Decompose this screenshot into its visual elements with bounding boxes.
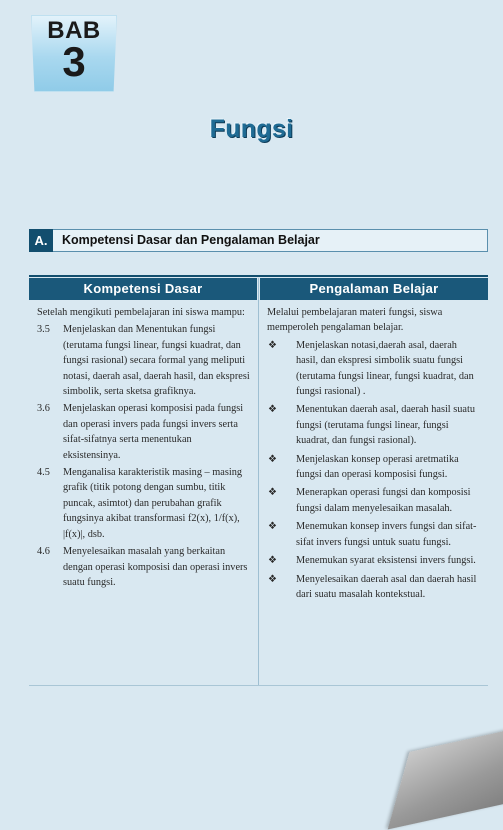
kd-item (37, 544, 251, 590)
column-divider (258, 278, 259, 685)
pb-text: Menjelaskan notasi,daerah asal, daerah hasil, dan ekspresi simbolik suatu fungsi (terutama fungsi linear, fungsi kuadrat, dan fungsi rasional) . (296, 339, 474, 398)
pb-item (267, 553, 481, 568)
page-curl-decoration (388, 720, 503, 829)
pb-intro: Melalui pembelajaran materi fungsi, siswa memperoleh pengalaman belajar. (267, 307, 443, 334)
pb-text: Menerapkan operasi fungsi dan komposisi fungsi dalam menyelesaikan masalah. (296, 487, 471, 514)
section-heading (29, 229, 488, 252)
pb-item (267, 402, 481, 448)
kd-text: Menganalisa karakteristik masing – masing grafik (titik potong dengan sumbu, titik puncak, asimtot) dan perubahan grafik fungsinya akibat transformasi f2(x), 1/f(x), |f(x)|, dsb. (63, 467, 243, 540)
table-bottom-rule (29, 685, 488, 686)
kd-text: Menjelaskan operasi komposisi pada fungsi dan operasi invers pada fungsi invers serta sifat-sifatnya serta menentukan eksistensinya. (63, 403, 244, 461)
kd-text: Menjelaskan dan Menentukan fungsi (terutama fungsi linear, fungsi kuadrat, dan fungsi rasional) secara formal yang meliputi notasi, daerah asal, daerah hasil, dan ekspresi simbolik, serta sketsa grafiknya. (63, 324, 250, 398)
diamond-bullet-icon: ❖ (268, 555, 277, 567)
section-letter: A. (29, 229, 53, 252)
kd-number: 3.5 (37, 324, 50, 336)
pb-text: Menentukan daerah asal, daerah hasil suatu fungsi (terutama fungsi linear, fungsi kuadrat, dan fungsi rasional). (296, 404, 475, 447)
kd-text: Menyelesaikan masalah yang berkaitan dengan operasi komposisi dan operasi invers suatu fungsi. (63, 546, 248, 588)
diamond-bullet-icon: ❖ (268, 487, 277, 499)
diamond-bullet-icon: ❖ (268, 453, 277, 465)
pb-item (267, 572, 481, 603)
header-kompetensi-dasar: Kompetensi Dasar (29, 278, 257, 300)
chapter-number: 3 (62, 38, 86, 85)
kompetensi-dasar-column (37, 305, 251, 592)
pb-item (267, 485, 481, 516)
pb-item (267, 452, 481, 483)
pengalaman-belajar-column (267, 305, 481, 605)
kd-item (37, 401, 251, 463)
diamond-bullet-icon: ❖ (268, 404, 277, 416)
header-pengalaman-belajar: Pengalaman Belajar (260, 278, 488, 300)
chapter-title: Fungsi (209, 115, 294, 143)
diamond-bullet-icon: ❖ (268, 521, 277, 533)
kd-item (37, 465, 251, 542)
table-top-rule (29, 275, 488, 277)
bab-label: BAB (47, 17, 101, 44)
pb-text: Menjelaskan konsep operasi aretmatika fungsi dan operasi komposisi fungsi. (296, 453, 459, 481)
diamond-bullet-icon: ❖ (268, 573, 277, 585)
pb-item (267, 519, 481, 550)
kd-number: 3.6 (37, 403, 50, 415)
pb-text: Menyelesaikan daerah asal dan daerah hasil dari suatu masalah kontekstual. (296, 573, 477, 600)
diamond-bullet-icon: ❖ (268, 339, 277, 351)
pb-item (267, 338, 481, 400)
pb-text: Menemukan konsep invers fungsi dan sifat-sifat invers fungsi untuk suatu fungsi. (296, 521, 477, 548)
kd-number: 4.5 (37, 467, 50, 479)
section-title: Kompetensi Dasar dan Pengalaman Belajar (62, 233, 320, 247)
kd-intro: Setelah mengikuti pembelajaran ini siswa mampu: (37, 307, 245, 318)
pb-text: Menemukan syarat eksistensi invers fungsi. (296, 555, 476, 567)
kd-number: 4.6 (37, 546, 50, 558)
kd-item (37, 322, 251, 399)
